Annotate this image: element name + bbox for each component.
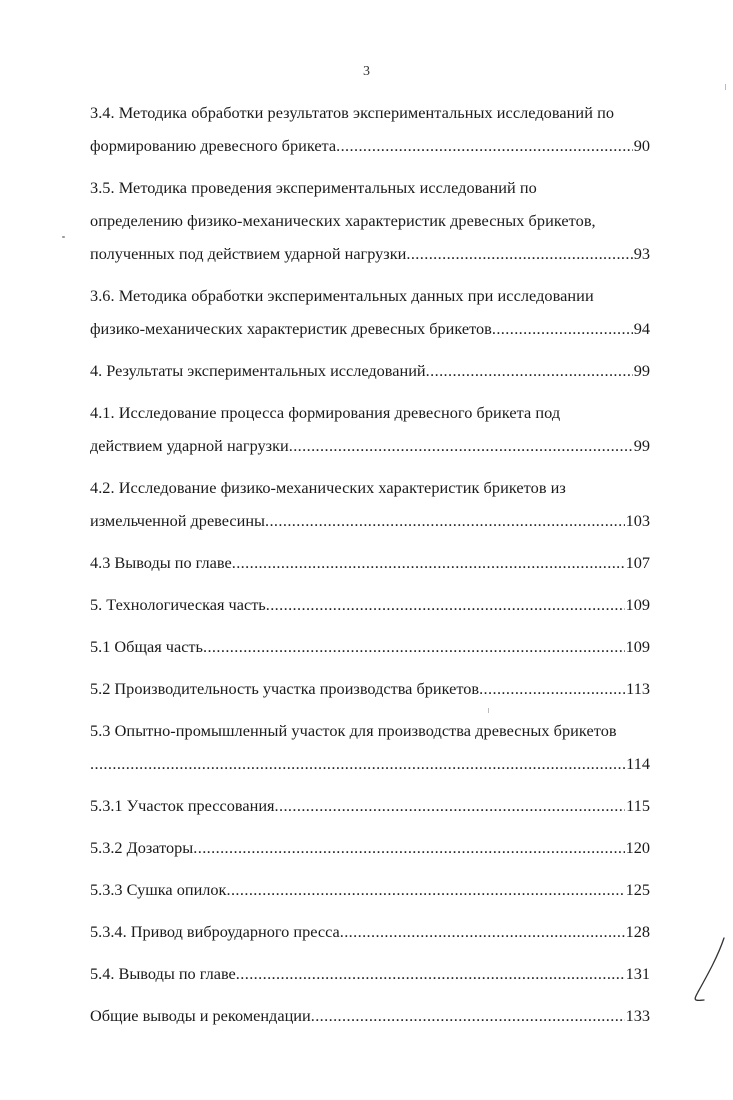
- toc-entry: [90, 354, 650, 387]
- toc-entry-title: 5.2 Производительность участка производства брикетов: [90, 679, 480, 698]
- toc-entry-page-number: 128: [625, 922, 650, 941]
- toc-entry-page-number: 94: [633, 319, 650, 338]
- toc-entry-leader-line: [90, 504, 650, 537]
- page-number: 3: [363, 64, 370, 79]
- toc-entry-page-number: 131: [625, 964, 650, 983]
- toc-entry-leader-line: [90, 354, 650, 387]
- toc-entry: [90, 171, 650, 270]
- toc-entry-title: формированию древесного брикета: [90, 136, 337, 155]
- toc-entry-leader-line: [90, 588, 650, 621]
- toc-entry-title: Общие выводы и рекомендации: [90, 1006, 311, 1025]
- dot-leader: [311, 999, 625, 1032]
- toc-entry: [90, 873, 650, 906]
- toc-entry-line: 4.1. Исследование процесса формирования древесного брикета под: [90, 403, 561, 422]
- toc-entry-title: измельченной древесины: [90, 511, 265, 530]
- toc-entry: [90, 915, 650, 948]
- toc-entry: [90, 96, 650, 162]
- scan-speck: [725, 84, 726, 90]
- toc-entry: [90, 630, 650, 663]
- toc-entry: [90, 999, 650, 1032]
- toc-entry-leader-line: [90, 546, 650, 579]
- toc-entry-title: полученных под действием ударной нагрузки: [90, 244, 407, 263]
- toc-entry-page-number: 109: [625, 595, 650, 614]
- toc-entry-title: действием ударной нагрузки: [90, 436, 289, 455]
- toc-entry: [90, 957, 650, 990]
- dot-leader: [193, 831, 624, 864]
- toc-entry-title: физико-механических характеристик древесных брикетов: [90, 319, 492, 338]
- handwritten-stroke: [690, 936, 730, 1006]
- toc-entry: [90, 789, 650, 822]
- toc-entry-page-number: 90: [633, 136, 650, 155]
- toc-entry: [90, 279, 650, 345]
- dot-leader: [232, 546, 625, 579]
- toc-entry-page-number: 120: [625, 838, 650, 857]
- toc-entry-page-number: 115: [626, 796, 650, 815]
- scan-speck: [488, 708, 489, 713]
- toc-entry-title: 5.4. Выводы по главе: [90, 964, 236, 983]
- dot-leader: [492, 312, 633, 345]
- dot-leader: [266, 588, 625, 621]
- toc-entry-leader-line: [90, 747, 650, 780]
- toc-entry-page-number: 109: [625, 637, 650, 656]
- toc-entry: [90, 672, 650, 705]
- dot-leader: [340, 915, 625, 948]
- toc-entry-title: 5. Технологическая часть: [90, 595, 266, 614]
- toc-entry-line: 3.5. Методика проведения экспериментальных исследований по: [90, 178, 537, 197]
- toc-entry-title: 5.3.4. Привод виброударного пресса: [90, 922, 340, 941]
- toc-entry-page-number: 125: [625, 880, 650, 899]
- scan-speck: [62, 236, 65, 238]
- toc-entry-page-number: 99: [633, 436, 650, 455]
- dot-leader: [265, 504, 625, 537]
- toc-entry-page-number: 99: [633, 361, 650, 380]
- toc-entry-title: 5.3.1 Участок прессования: [90, 796, 275, 815]
- toc-entry-leader-line: [90, 630, 650, 663]
- toc-entry-leader-line: [90, 915, 650, 948]
- toc-entry-leader-line: [90, 672, 650, 705]
- toc-entry-line: определению физико-механических характеристик древесных брикетов,: [90, 211, 596, 230]
- toc-entry-title: 5.3.3 Сушка опилок: [90, 880, 227, 899]
- dot-leader: [289, 429, 633, 462]
- toc-entry-title: 4.3 Выводы по главе: [90, 553, 232, 572]
- dot-leader: [90, 747, 625, 780]
- toc-entry: [90, 396, 650, 462]
- dot-leader: [336, 129, 633, 162]
- toc-entry-leader-line: [90, 789, 650, 822]
- toc-entry-leader-line: [90, 429, 650, 462]
- toc-entry: [90, 471, 650, 537]
- toc-entry-leader-line: [90, 312, 650, 345]
- toc-entry: [90, 831, 650, 864]
- toc-entry-line: 4.2. Исследование физико-механических характеристик брикетов из: [90, 478, 566, 497]
- toc-entry-page-number: 114: [626, 754, 650, 773]
- toc-entry-page-number: 93: [633, 244, 650, 263]
- toc-entry-title: 5.1 Общая часть: [90, 637, 203, 656]
- toc-entry: [90, 546, 650, 579]
- table-of-contents: [90, 96, 650, 1041]
- dot-leader: [226, 873, 624, 906]
- toc-entry: [90, 714, 650, 780]
- dot-leader: [236, 957, 625, 990]
- toc-entry-leader-line: [90, 237, 650, 270]
- toc-entry-line: 3.4. Методика обработки результатов экспериментальных исследований по: [90, 103, 615, 122]
- dot-leader: [275, 789, 626, 822]
- toc-entry-leader-line: [90, 873, 650, 906]
- dot-leader: [479, 672, 625, 705]
- toc-entry-title: 5.3.2 Дозаторы: [90, 838, 194, 857]
- dot-leader: [406, 237, 632, 270]
- toc-entry-page-number: 107: [625, 553, 650, 572]
- toc-entry: [90, 588, 650, 621]
- toc-entry-leader-line: [90, 999, 650, 1032]
- toc-entry-leader-line: [90, 957, 650, 990]
- toc-entry-leader-line: [90, 129, 650, 162]
- toc-entry-page-number: 103: [625, 511, 650, 530]
- dot-leader: [203, 630, 625, 663]
- dot-leader: [426, 354, 633, 387]
- toc-entry-leader-line: [90, 831, 650, 864]
- toc-entry-page-number: 113: [626, 679, 650, 698]
- toc-entry-line: 5.3 Опытно-промышленный участок для производства древесных брикетов: [90, 721, 617, 740]
- toc-entry-line: 3.6. Методика обработки экспериментальных данных при исследовании: [90, 286, 594, 305]
- toc-entry-title: 4. Результаты экспериментальных исследований: [90, 361, 426, 380]
- toc-entry-page-number: 133: [625, 1006, 650, 1025]
